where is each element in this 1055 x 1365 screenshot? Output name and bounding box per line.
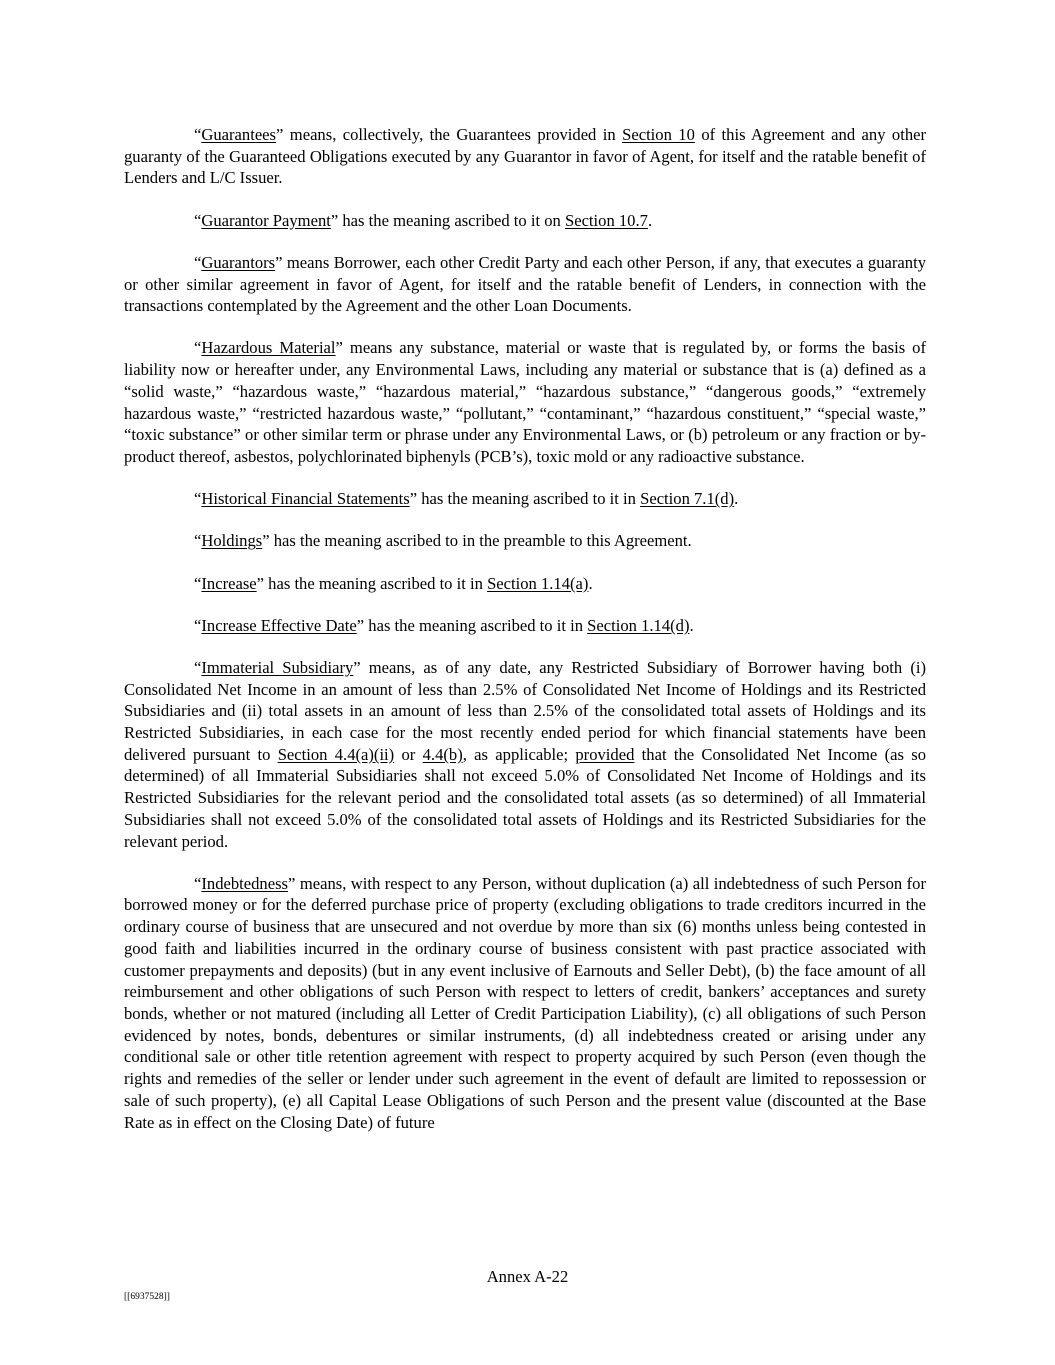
- defined-term-reference: Section 7.1(d): [640, 489, 735, 509]
- text-run: “: [194, 573, 202, 593]
- document-id: [[6937528]]: [124, 1292, 170, 1302]
- text-run: “: [194, 657, 202, 677]
- text-run: .: [647, 210, 653, 230]
- text-run: “: [194, 873, 202, 893]
- text-run: ” means, as of any date, any Restricted Subsidiary of Borrower having both (i) Consolidated Net Income in an amount of less than 2.5% of Consolidated Net Income of Holdings and its Restricted Subsidiaries and (ii) total assets in an amount of less than 2.5% of the consolidated total assets of Holdings and its Restricted Subsidiaries, in each case for the most recently ended period for which financial statements have been delivered pursuant to: [124, 657, 926, 764]
- document-body: [124, 124, 926, 1154]
- text-run: ” means, with respect to any Person, without duplication (a) all indebtedness of such Person for borrowed money or for the deferred purchase price of property (excluding obligations to trade creditors incurred in the ordinary course of business that are unsecured and not overdue by more than six (6) months unless being contested in good faith and liabilities incurred in the ordinary course of business consistent with past practice associated with customer prepayments and deposits) (but in any event inclusive of Earnouts and Seller Debt), (b) the face amount of all reimbursement and other obligations of such Person with respect to letters of credit, bankers’ acceptances and surety bonds, whether or not matured (including all Letter of Credit Participation Liability), (c) all obligations of such Person evidenced by notes, bonds, debentures or similar instruments, (d) all indebtedness created or arising under any conditional sale or other title retention agreement with respect to property acquired by such Person (even though the rights and remedies of the seller or lender under such agreement in the event of default are limited to repossession or sale of such property), (e) all Capital Lease Obligations of such Person and the present value (discounted at the Base Rate as in effect on the Closing Date) of future: [124, 873, 926, 1132]
- defined-term-reference: Hazardous Material: [201, 338, 336, 358]
- text-run: that the Consolidated Net Income (as so determined) of all Immaterial Subsidiaries shall not exceed 5.0% of Consolidated Net Income of Holdings and its Restricted Subsidiaries for the relevant period and the consolidated total assets (as so determined) of all Immaterial Subsidiaries shall not exceed 5.0% of the consolidated total assets of Holdings and its Restricted Subsidiaries for the relevant period.: [124, 744, 926, 851]
- text-run: ” has the meaning ascribed to in the preamble to this Agreement.: [262, 531, 692, 551]
- defined-term-reference: Holdings: [201, 531, 263, 551]
- defined-term-reference: Section 4.4(a)(ii): [277, 744, 395, 764]
- defined-term-reference: Increase: [201, 573, 257, 593]
- definition-increase-effective-date: [124, 615, 926, 637]
- page-number: Annex A-22: [486, 1267, 569, 1286]
- defined-term-reference: provided: [575, 744, 635, 764]
- definition-increase: [124, 573, 926, 595]
- text-run: , as applicable;: [462, 744, 576, 764]
- definition-holdings: [124, 530, 926, 552]
- text-run: ” has the meaning ascribed to it in: [356, 615, 588, 635]
- text-run: ” has the meaning ascribed to it on: [330, 210, 565, 230]
- defined-term-reference: Section 10.7: [564, 210, 648, 230]
- defined-term-reference: 4.4(b): [422, 744, 463, 764]
- text-run: “: [194, 489, 202, 509]
- defined-term-reference: Guarantees: [201, 125, 277, 144]
- text-run: “: [194, 210, 202, 230]
- text-run: “: [194, 252, 202, 272]
- defined-term-reference: Historical Financial Statements: [201, 489, 410, 509]
- defined-term-reference: Indebtedness: [201, 873, 289, 893]
- text-run: ” has the meaning ascribed to it in: [409, 489, 641, 509]
- definition-guarantors: [124, 252, 926, 317]
- text-run: ” has the meaning ascribed to it in: [256, 573, 488, 593]
- definition-historical-financial-statements: [124, 488, 926, 510]
- text-run: .: [588, 573, 593, 593]
- text-run: or: [394, 744, 423, 764]
- defined-term-reference: Guarantors: [201, 252, 276, 272]
- text-run: “: [194, 615, 202, 635]
- defined-term-reference: Increase Effective Date: [201, 615, 357, 635]
- text-run: “: [194, 531, 202, 551]
- text-run: ” means, collectively, the Guarantees provided in: [276, 125, 623, 144]
- defined-term-reference: Section 1.14(a): [487, 573, 589, 593]
- defined-term-reference: Section 10: [622, 125, 695, 144]
- text-run: .: [689, 615, 694, 635]
- definition-indebtedness: [124, 873, 926, 1133]
- definition-guarantor-payment: [124, 210, 926, 232]
- definition-hazardous-material: [124, 337, 926, 467]
- defined-term-reference: Immaterial Subsidiary: [201, 657, 354, 677]
- text-run: ” means Borrower, each other Credit Party and each other Person, if any, that executes a guaranty or other similar agreement in favor of Agent, for itself and the ratable benefit of Lenders, in connection with the transactions contemplated by the Agreement and the other Loan Documents.: [124, 252, 926, 316]
- definition-guarantees: [124, 124, 926, 189]
- text-run: .: [734, 489, 739, 509]
- text-run: ” means any substance, material or waste that is regulated by, or forms the basis of liability now or hereafter under, any Environmental Laws, including any material or substance that is (a) defined as a “solid waste,” “hazardous waste,” “hazardous material,” “hazardous substance,” “dangerous goods,” “extremely hazardous waste,” “restricted hazardous waste,” “pollutant,” “contaminant,” “hazardous constituent,” “special waste,” “toxic substance” or other similar term or phrase under any Environmental Laws, or (b) petroleum or any fraction or by-product thereof, asbestos, polychlorinated biphenyls (PCB’s), toxic mold or any radioactive substance.: [124, 338, 927, 466]
- defined-term-reference: Guarantor Payment: [201, 210, 331, 230]
- defined-term-reference: Section 1.14(d): [587, 615, 690, 635]
- text-run: “: [194, 338, 202, 358]
- text-run: “: [194, 125, 202, 144]
- definition-immaterial-subsidiary: [124, 657, 926, 852]
- text-run: of this Agreement and any other guaranty of the Guaranteed Obligations executed by any Guarantor in favor of Agent, for itself and the ratable benefit of Lenders and L/C Issuer.: [124, 125, 927, 188]
